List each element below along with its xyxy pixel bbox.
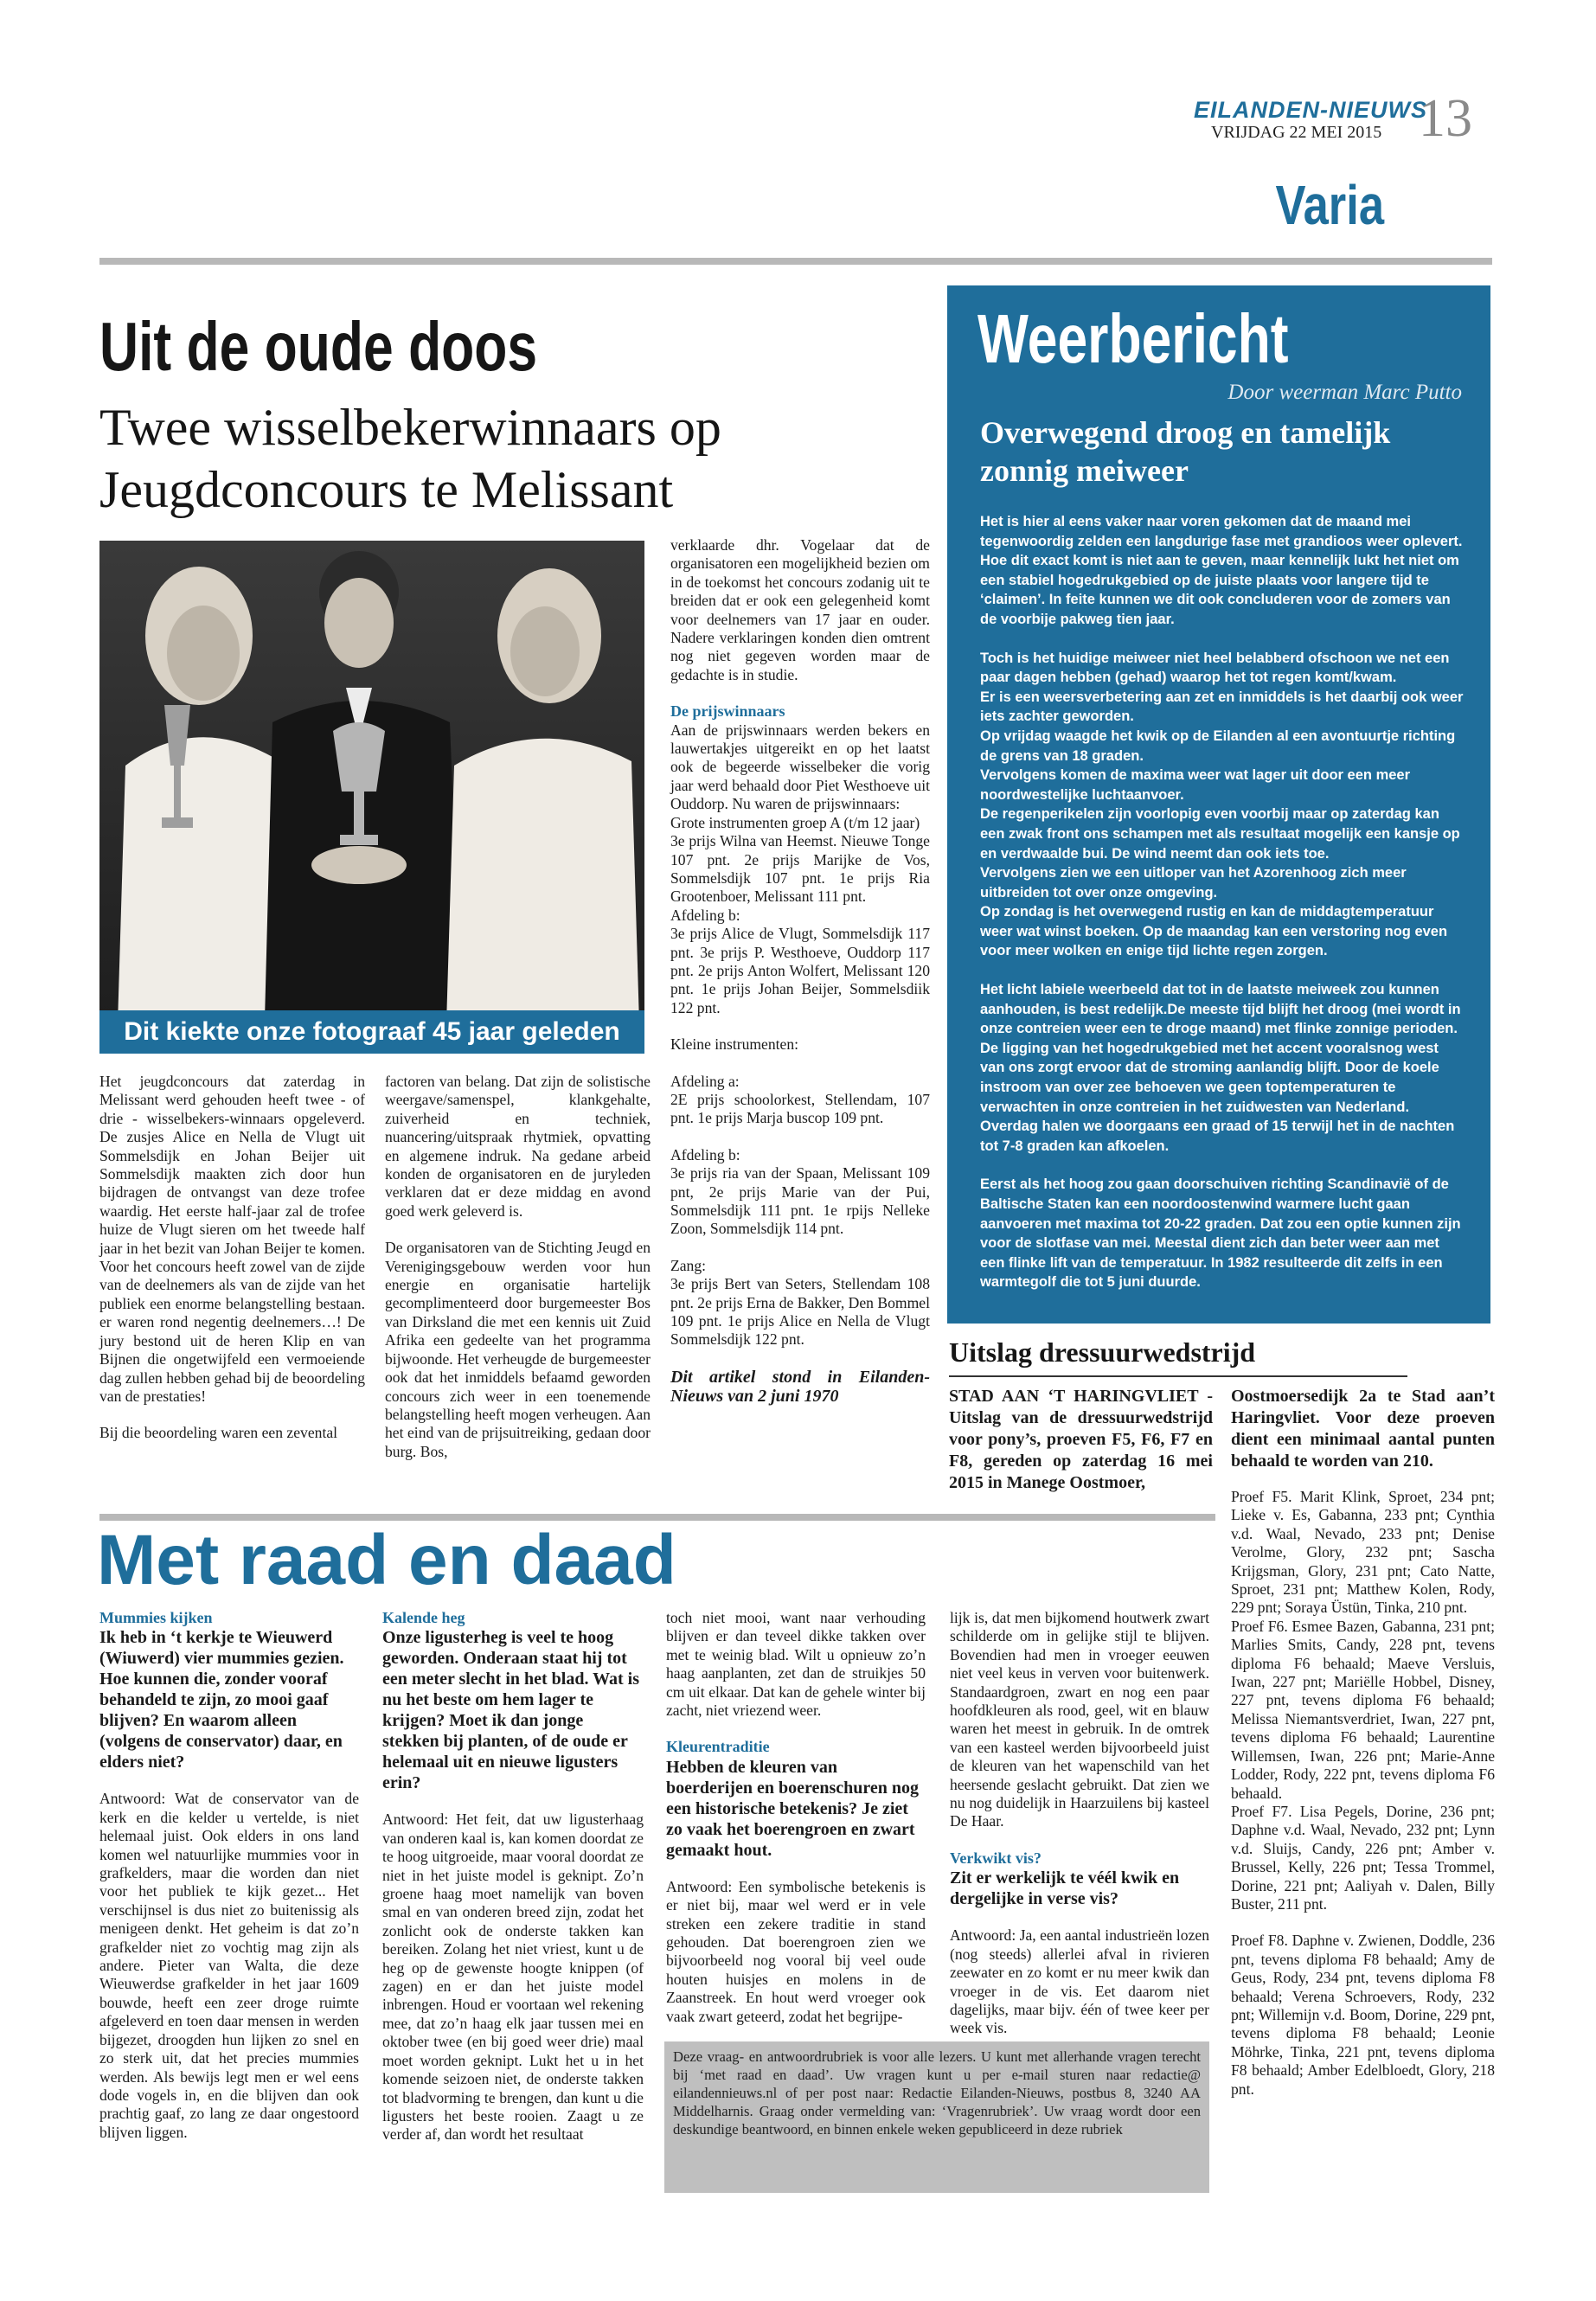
answer-text: Antwoord: Ja, een aantal industrieën lozen (nog steeds) allerlei afval in rivieren zeewater en zo komt er nu meer kwik dan vroeger in de vis. Eet daarom niet dagelijks, maar bijv. één of twee keer per week vis.: [950, 1926, 1209, 2037]
weather-paragraph: Vervolgens komen de maxima weer wat lager uit door een meer noordwestelijke luchtaanvoer.: [980, 767, 1411, 803]
article-paragraph: Kleine instrumenten:: [670, 1035, 799, 1054]
weather-paragraph: Er is een weersverbetering aan zet en inmiddels is het daarbij ook weer iets zachter geworden.: [980, 689, 1464, 725]
prize-winners-subhead: De prijswinnaars: [670, 702, 785, 721]
article-paragraph: 2E prijs schoolorkest, Stellendam, 107 pnt. 1e prijs Marja buscop 109 pnt.: [670, 1090, 930, 1127]
question-text: Ik heb in ‘t kerkje te Wieuwerd (Wiuwerd) vier mummies gezien. Hoe kunnen die, zonder vooraf behandeld te zijn, zo mooi gaaf blijven? En waarom alleen (volgens de conservator) daar, en elders niet?: [99, 1628, 344, 1772]
section-title: Varia: [1275, 174, 1384, 236]
answer-text: Antwoord: Een symbolische betekenis is er niet bij, maar wel werd er in vele streken een zekere traditie in stand gehouden. Dat boerengroen zien we bijvoorbeeld nog vooral bij veel oude houten huisjes en molens in de Zaanstreek. En hout werd vroeger ook vaak zwart geteerd, zodat het begrijpe-: [666, 1877, 926, 2025]
dressage-lead-1: STAD AAN ‘T HARINGVLIET - Uitslag van de dressuurwedstrijd voor pony’s, proeven F5, F6, F7 en F8, gereden op zaterdag 16 mei 2015 in Manege Oostmoer,: [949, 1387, 1213, 1492]
result-f5: Proef F5. Marit Klink, Sproet, 234 pnt; Lieke v. Es, Gabanna, 233 pnt; Cynthia v.d. Waal, Nevado, 233 pnt; Denise Verolme, Glory, 232 pnt; Sascha Krijgsman, Glory, 231 pnt; Cato Natte, Sproet, 231 pnt; Matthew Kolen, Rody, 229 pnt; Soraya Üstün, Tinka, 210 pnt.: [1231, 1488, 1495, 1617]
result-f8: Proef F8. Daphne v. Zwienen, Doddle, 236 pnt, tevens diploma F8 behaald; Amy de Geus, Rody, 234 pnt, tevens diploma F8 behaald; Verena Schroevers, Rody, 232 pnt; Willemijn v.d. Boom, Dorine, 229 pnt, tevens diploma F8 behaald; Leonie Möhrke, Tinka, 221 pnt, tevens diploma F8 behaald; Amber Edelbloedt, Glory, 218 pnt.: [1231, 1932, 1495, 2098]
answer-text: Antwoord: Het feit, dat uw ligusterhaag van onderen kaal is, kan komen doordat ze te hoog uitgroeide, maar vooral doordat ze niet in het juiste model is geknipt. Zo’n groene haag moet namelijk van boven smal en van onderen breed zijn, zodat het zonlicht ook de onderste takken kan bereiken. Zolang het niet vriest, kunt u de heg op de gewenste hoogte knippen (of zagen) en er dan het juiste model inbrengen. Houd er voortaan wel rekening mee, dat zo’n haag elk jaar tussen mei en oktober twee (en bij goed weer drie) maal moet worden geknipt. Lukt het u in het komende seizoen niet, de onderste takken tot bladvorming te brengen, dan kunt u die ligusters het beste rooien. Zaagt u ze verder af, dan wordt het resultaat: [382, 1811, 644, 2144]
dressage-results: [1231, 1488, 1495, 2099]
question-text: Onze ligusterheg is veel te hoog geworden. Onderaan staat hij tot een meter slecht in het blad. Wat is nu het beste om hem lager te krijgen? Moet ik dan jonge stekken bij planten, of de oude er helemaal uit en nieuwe ligusters erin?: [382, 1628, 640, 1793]
result-f6: Proef F6. Esmee Bazen, Gabanna, 231 pnt; Marlies Smits, Candy, 228 pnt, tevens diploma F6 behaald; Maeve Versluis, Iwan, 227 pnt; Mariëlle Hobbel, Disney, 227 pnt, tevens diploma F6 behaald; Melissa Niemantsverdriet, Iwan, 227 pnt, tevens diploma F6 behaald; Laurentine Willemsen, Iwan, 226 pnt; Marie-Anne Lodder, Rody, 222 pnt, tevens diploma F6 behaald.: [1231, 1617, 1495, 1802]
article-paragraph: Bij die beoordeling waren een zevental: [99, 1424, 338, 1442]
advice-column-2: [382, 1609, 644, 2144]
question-subhead: Kleurentraditie: [666, 1738, 770, 1756]
article-paragraph: Het jeugdconcours dat zaterdag in Melissant werd gehouden heeft twee - of drie - wisselbekers-winnaars opgeleverd. De zusjes Alice en Nella de Vlugt uit Sommelsdijk en Johan Beijer uit Sommelsdijk maakten zich door hun bijdragen de ontvangst van deze trofee waardig. Het eerste half-jaar zal de trofee huize de Vlugt sieren om het tweede half jaar in het bezit van Johan Beijer te komen. Voor het concours heeft zowel van de zijde van de deelnemers als van de zijde van het publiek een enorme belangstelling bestaan. er waren rond negentig deelnemers…! De jury bestond uit de heren Klip en van Bijnen die ongetwijfeld een vermoeiende dag zullen hebben gehad bij de beoordeling van de prestaties!: [99, 1073, 365, 1405]
article-column-3: [670, 536, 930, 1406]
article-paragraph: Afdeling a:: [670, 1072, 740, 1090]
page-number: 13: [1419, 89, 1472, 148]
article-paragraph: factoren van belang. Dat zijn de solistische weergave/samenspel, klankgehalte, zuiverheid en techniek, nuancering/uitspraak rhytmiek, opvatting en algemene indruk. Na gedane arbeid konden de organisatoren en de juryleden verklaren dat er deze middag en avond goed werk geleverd is.: [385, 1073, 651, 1220]
answer-text: Antwoord: Wat de conservator van de kerk en die kelder u vertelde, is niet helemaal juist. Ook elders in ons land komen wel natuurlijke mummies voor in grafkelders, maar die worden dan niet voor het publiek te kijk gezet... Het verschijnsel is dus niet zo buitenissig als menigeen denkt. Het geheim is dat zo’n grafkelder niet zo vochtig mag zijn als andere. Pieter van Walta, die deze Wieuwerdse grafkelder in het jaar 1609 bouwde, heeft een zeer droge ruimte afgeleverd en toen daar mensen in werden bijgezet, droogden hun lijken zo snel en zo sterk uit, dat het precies mummies werden. Als bewijs legt men er wel eens dode vogels in, en die blijven dan ook prachtig gaaf, zo lang ze daar ongestoord blijven liggen.: [99, 1790, 359, 2141]
article-paragraph: 3e prijs ria van der Spaan, Melissant 109 pnt, 2e prijs Marie van der Pui, Sommelsdijk 111 pnt. 1e rpijs Nelleke Zoon, Sommelsdijk 114 pnt.: [670, 1164, 930, 1238]
weather-paragraph: De regenperikelen zijn voorlopig even voorbij maar op zaterdag kan een zwak front ons schampen met als resultaat mogelijk een kansje op en verdwaalde bui. De wind neemt dan ook iets toe.: [980, 806, 1460, 862]
question-text: Zit er werkelijk te véél kwik en dergelijke in verse vis?: [950, 1868, 1180, 1909]
top-divider: [99, 258, 1492, 265]
dressage-underline: [949, 1375, 1407, 1377]
question-subhead: Kalende heg: [382, 1609, 465, 1626]
weather-paragraph: Het licht labiele weerbeeld dat tot in de laatste meiweek zou kunnen aanhouden, is best redelijk.De meeste tijd blijft het droog (mei wordt in onze contreien weer een te droge maand) met flinke zonnige perioden. De ligging van het hogedrukgebied met het accent vooralsnog west van ons zorgt ervoor dat de stroming aanlandig blijft. Door de koele instroom van over zee behoeven we geen toptemperaturen te verwachten in onze contreien in het zuidwesten van Nederland. Overdag halen we doorgaans een graad of 15 terwijl het in de nachten tot 7-8 graden kan afkoelen.: [980, 982, 1461, 1154]
question-text: Hebben de kleuren van boerderijen en boerenschuren nog een historische betekenis? Je ziet zo vaak het boerengroen en zwart gemaakt hout.: [666, 1757, 920, 1860]
article-heading: Uit de oude doos: [99, 308, 538, 385]
weather-paragraph: Op zondag is het overwegend rustig en kan de middagtemperatuur weer wat winst boeken. Op de maandag kan een verstoring nog even voor meer wolken en enige tijd lichte regen zorgen.: [980, 904, 1448, 959]
weather-heading: Weerbericht: [977, 300, 1289, 377]
masthead-date: VRIJDAG 22 MEI 2015: [1211, 123, 1382, 142]
advice-column-1: [99, 1609, 359, 2142]
answer-text: toch niet mooi, want naar verhouding blijven er dan teveel dikke takken over met te weinig blad. Wilt u opnieuw zo’n haag aanplanten, zet dan de struikjes 50 cm uit elkaar. Dat kan de gehele winter bij zacht, niet vriezend weer.: [666, 1609, 926, 1720]
dressage-column-2: [1231, 1386, 1495, 2099]
dressage-lead-2: Oostmoersedijk 2a te Stad aan’t Haringvliet. Voor deze proeven dient een minimaal aantal punten behaald te worden van 210.: [1231, 1387, 1495, 1471]
weather-subheading: Overwegend droog en tamelijk zonnig meiweer: [980, 415, 1391, 488]
article-paragraph: Afdeling b:: [670, 906, 740, 924]
weather-paragraph: Op vrijdag waagde het kwik op de Eilanden al een avontuurtje richting de grens van 18 graden.: [980, 727, 1456, 764]
advice-column-heading: Met raad en daad: [97, 1521, 676, 1599]
weather-paragraph: Eerst als het hoog zou gaan doorschuiven richting Scandinavië of de Baltische Staten kan een noordoostenwind warmere lucht gaan aanvoeren met maxima tot 20-22 graden. Dat zou een optie kunnen zijn voor de slotfase van mei. Meestal dient zich dan beter weer aan met een flinke lift van de temperatuur. In 1982 resulteerde dit zelfs in een warmtegolf die tot 5 juni duurde.: [980, 1176, 1461, 1291]
article-paragraph: Grote instrumenten groep A (t/m 12 jaar): [670, 813, 920, 831]
answer-text: lijk is, dat men bijkomend houtwerk zwart schilderde om in gelijke stijl te blijven. Bovendien had men in vroeger eeuwen niet veel keus in verven voor buitenwerk. Standaardgroen, zwart en nog een paar hoofdkleuren als rood, geel, wit en blauw waren het meest in gebruik. In de omtrek van een kasteel werden bijvoorbeeld juist de kleuren van het wapenschild van het heersende geslacht gebruikt. Dat zien we nu nog duidelijk in Haarzuilens bij kasteel De Haar.: [950, 1609, 1209, 1830]
source-note: Dit artikel stond in Eilanden-Nieuws van 2 juni 1970: [670, 1367, 930, 1406]
article-subtitle: Twee wisselbekerwinnaars op Jeugdconcours te Melissant: [99, 399, 721, 518]
advice-column-3: [666, 1609, 926, 2026]
question-subhead: Verkwikt vis?: [950, 1849, 1042, 1867]
result-f7: Proef F7. Lisa Pegels, Dorine, 236 pnt; Daphne v.d. Waal, Nevado, 232 pnt; Lynn v.d. Sluijs, Candy, 226 pnt; Amber v. Brussel, Kelly, 226 pnt; Tessa Trommel, Dorine, 221 pnt; Aaliyah v. Dalen, Billy Buster, 211 pnt.: [1231, 1802, 1495, 1913]
article-paragraph: Zang:: [670, 1256, 707, 1274]
weather-paragraph: Toch is het huidige meiweer niet heel belabberd ofschoon we net een paar dagen hebben (gehad) waarop het tot regen komt/kwam.: [980, 650, 1450, 686]
article-paragraph: 3e prijs Bert van Seters, Stellendam 108 pnt. 2e prijs Erna de Bakker, Den Bommel 109 pnt. 1e prijs Alice en Nella de Vlugt Sommelsdijk 122 pnt.: [670, 1275, 930, 1349]
masthead-logo: EILANDEN-NIEUWS: [1194, 97, 1427, 123]
weather-text: [980, 512, 1465, 1311]
weather-byline: Door weerman Marc Putto: [1227, 381, 1462, 404]
historic-photo: [99, 541, 644, 1053]
rubric-info-text: Deze vraag- en antwoordrubriek is voor alle lezers. U kunt met allerhande vragen terecht bij ‘met raad en daad’. Uw vragen kunt u per e-mail sturen naar redactie@ eilandennieuws.nl of per post naar: Redactie Eilanden-Nieuws, postbus 8, 3240 AA Middelharnis. Graag onder vermelding van: ‘Vragenrubriek’. Uw vraag wordt door een deskundige beantwoord, en binnen enkele weken gepubliceerd in deze rubriek: [673, 2048, 1201, 2138]
article-paragraph: 3e prijs Alice de Vlugt, Sommelsdijk 117 pnt. 3e prijs P. Westhoeve, Ouddorp 117 pnt. 2e prijs Anton Wolfert, Melissant 120 pnt. 1e prijs Johan Beijer, Sommelsdiik 122 pnt.: [670, 925, 930, 1016]
advice-column-4: [950, 1609, 1209, 2038]
article-paragraph: verklaarde dhr. Vogelaar dat de organisatoren een mogelijkheid bezien om in de toekomst het concours zodanig uit te breiden dat er ook een gelegenheid komt voor deelnemers van 17 jaar en ouder. Nadere verklaringen konden dien omtrent nog niet gegeven worden maar de gedachte is in studie.: [670, 536, 930, 683]
article-paragraph: De organisatoren van de Stichting Jeugd en Verenigingsgebouw werden voor hun energie en organisatie hartelijk gecomplimenteerd door burgemeester Bos van Dirksland die met een kennis uit Zuid Afrika een gedeelte van het programma bijwoonde. Het verheugde de burgemeester ook dat het inmiddels befaamd geworden concours zich weer in een toenemende belangstelling heeft mogen verheugen. Aan het eind van de prijsuitreiking, gedaan door burg. Bos,: [385, 1239, 651, 1460]
weather-paragraph: Vervolgens zien we een uitloper van het Azorenhoog zich meer uitbreiden tot over onze omgeving.: [980, 865, 1407, 901]
article-paragraph: 3e prijs Wilna van Heemst. Nieuwe Tonge 107 pnt. 2e prijs Marijke de Vos, Sommelsdijk 107 pnt. 1e prijs Ria Grootenboer, Melissant 111 pnt.: [670, 832, 930, 906]
dressage-heading: Uitslag dressuurwedstrijd: [949, 1336, 1256, 1368]
weather-paragraph: Het is hier al eens vaker naar voren gekomen dat de maand mei tegenwoordig zelden een langdurige fase met grandioos weer oplevert. Hoe dit exact komt is niet aan te geven, maar kennelijk lukt het niet om een stabiel hogedrukgebied op de juiste plaats voor langere tijd te ‘claimen’. In feite kunnen we dit ook concluderen voor de zomers van de voorbije pakweg tien jaar.: [980, 514, 1463, 627]
article-paragraph: Aan de prijswinnaars werden bekers en lauwertakjes uitgereikt en op het laatst ook de begeerde wisselbeker die vorig jaar werd behaald door Piet Westhoeve uit Ouddorp. Nu waren de prijswinnaars:: [670, 721, 930, 813]
question-subhead: Mummies kijken: [99, 1609, 213, 1626]
article-paragraph: Afdeling b:: [670, 1145, 740, 1163]
article-column-2: [385, 1073, 651, 1461]
photo-caption: Dit kiekte onze fotograaf 45 jaar geleden: [99, 1010, 644, 1054]
article-column-1: [99, 1073, 365, 1443]
